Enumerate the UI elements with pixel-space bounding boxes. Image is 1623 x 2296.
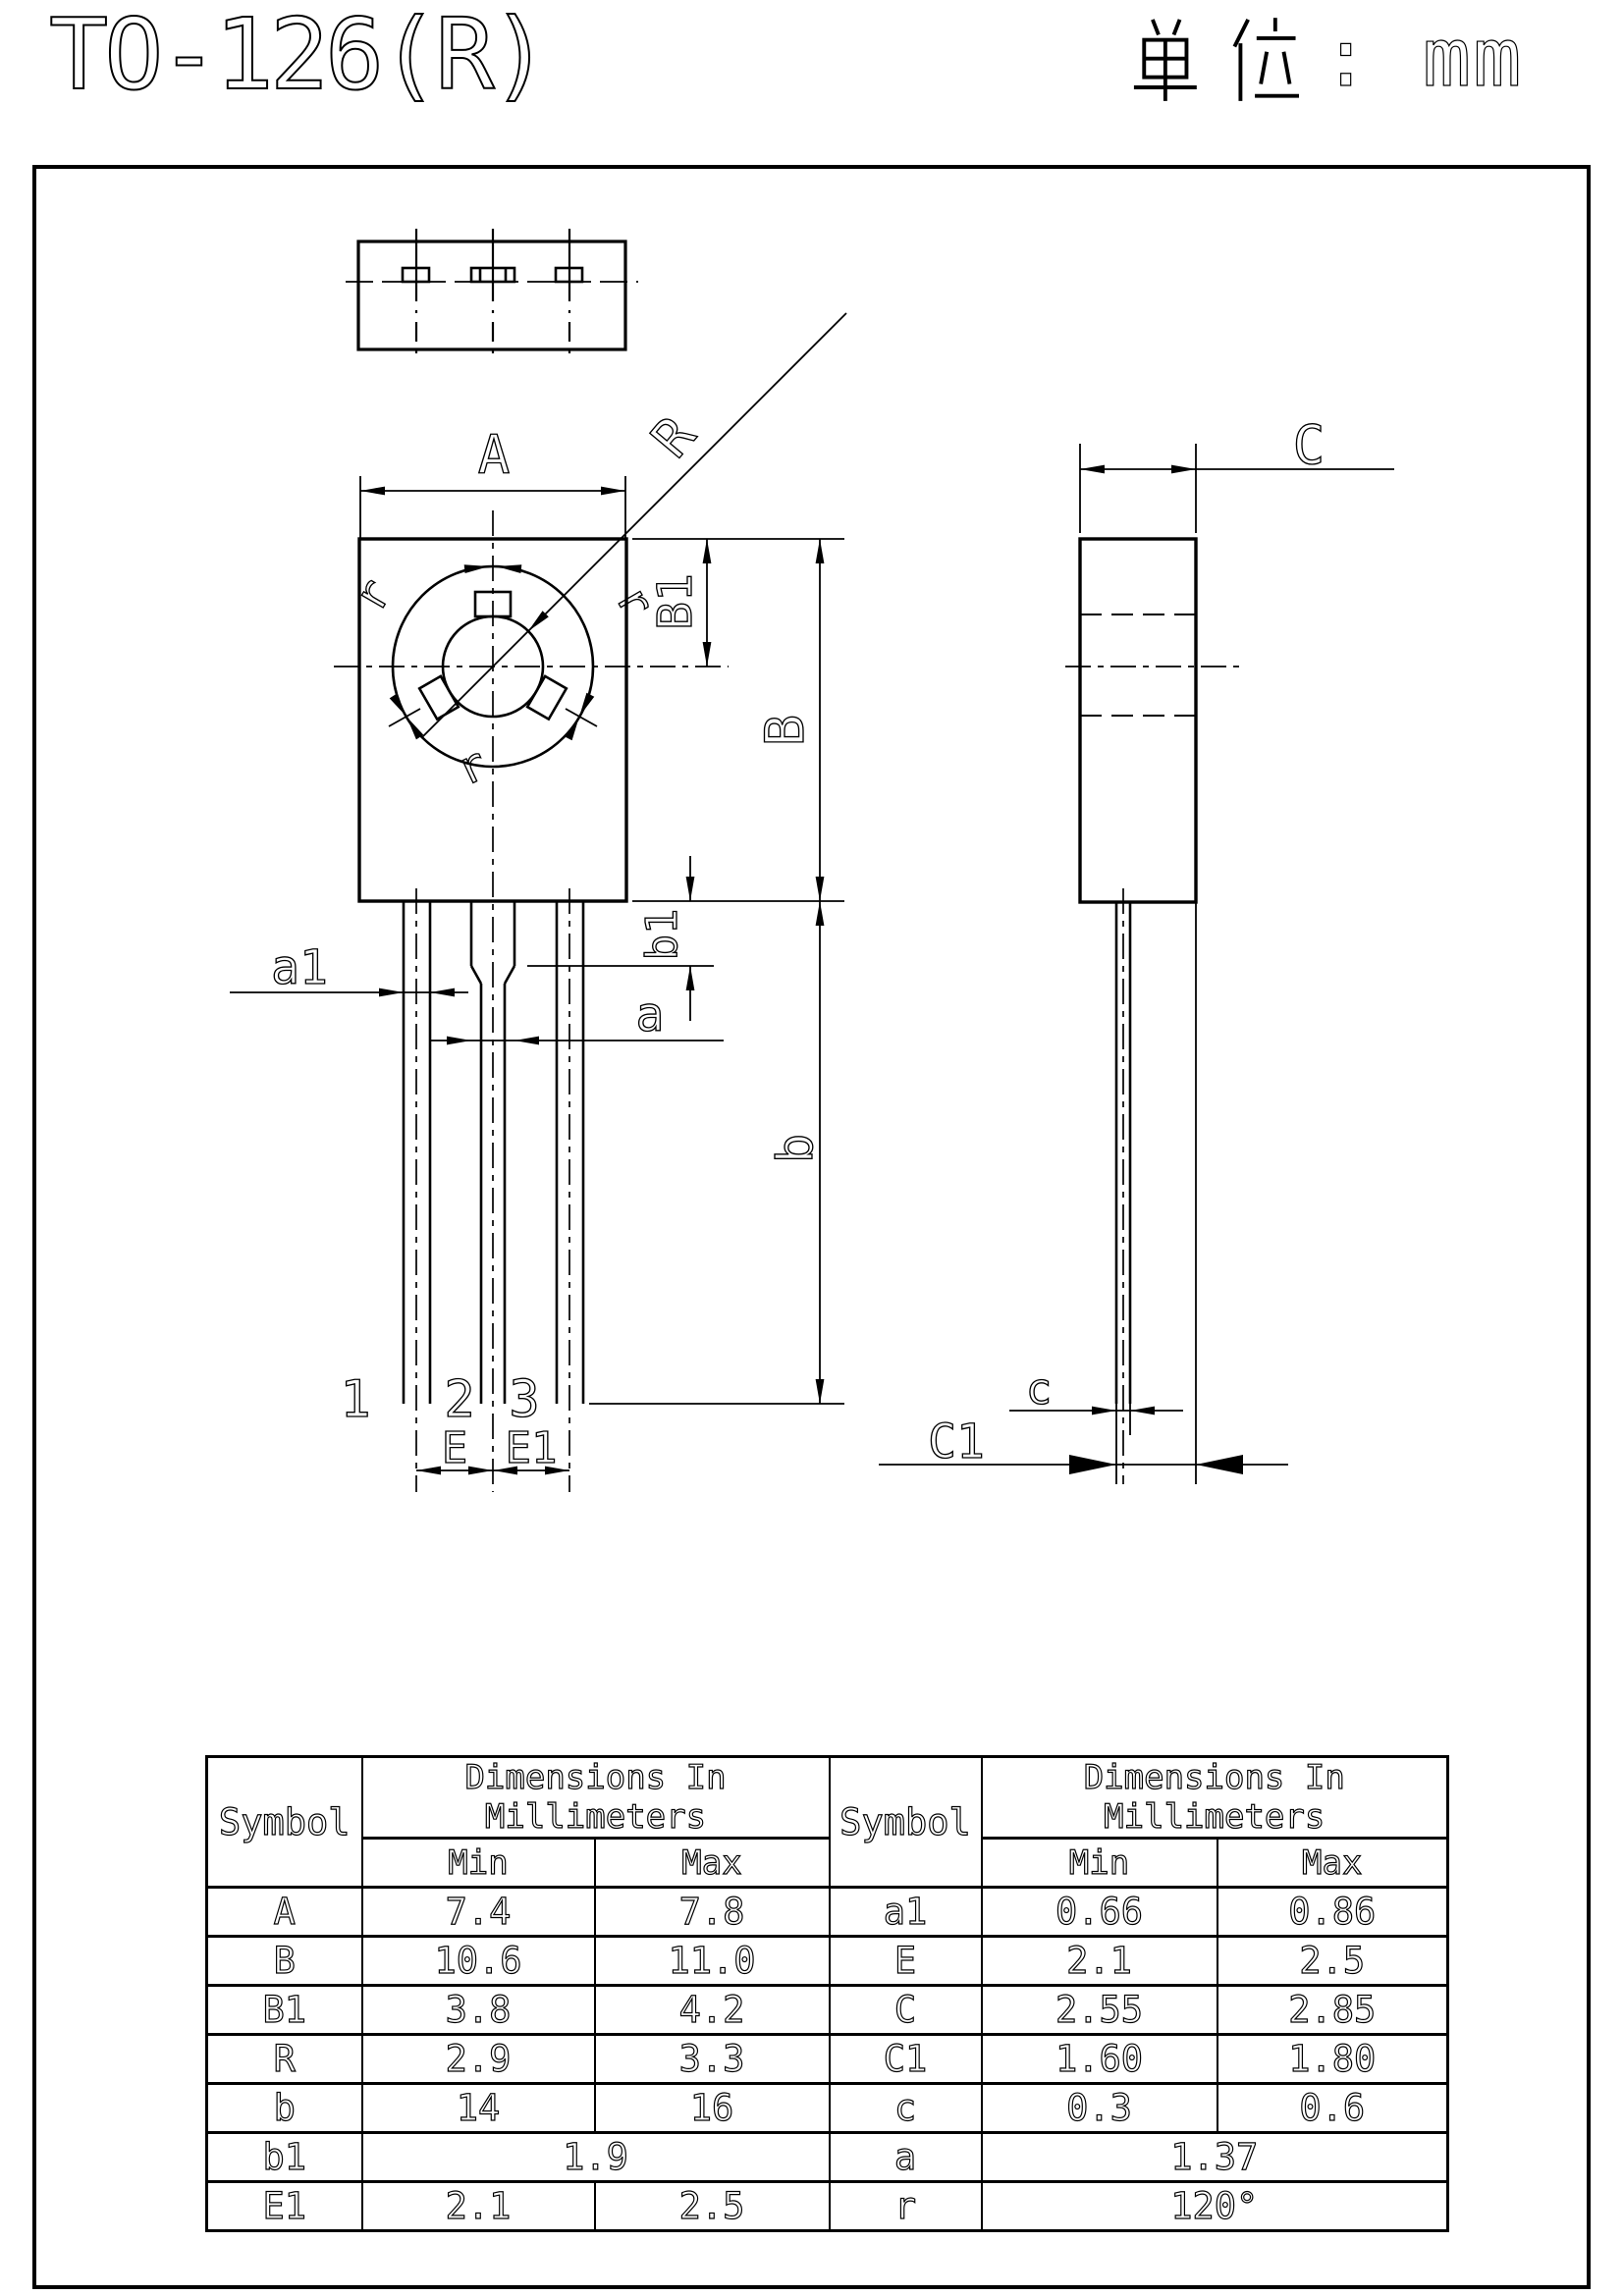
- col-header-symbol-right: Symbol: [830, 1757, 982, 1888]
- min-cell: 2.1: [982, 1937, 1217, 1986]
- angle-r-label-left: r: [342, 569, 403, 620]
- dimensions-table: [205, 1755, 1449, 2232]
- max-cell: 3.3: [595, 2035, 830, 2084]
- col-header-max-left: Max: [595, 1839, 830, 1888]
- max-cell: 2.5: [595, 2182, 830, 2231]
- min-cell: 10.6: [362, 1937, 595, 1986]
- col-header-dims-right: Dimensions In Millimeters: [982, 1757, 1448, 1839]
- angle-r-label-right: r: [605, 575, 666, 626]
- dim-b1-label: b1: [637, 908, 687, 961]
- max-cell: 0.6: [1217, 2084, 1448, 2133]
- max-cell: 4.2: [595, 1986, 830, 2035]
- symbol-cell: b: [207, 2084, 362, 2133]
- dim-B-label: B: [754, 714, 816, 747]
- side-view: [1065, 539, 1239, 1484]
- dim-a1-label: a1: [271, 940, 328, 995]
- min-cell: 2.9: [362, 2035, 595, 2084]
- symbol-cell: R: [207, 2035, 362, 2084]
- symbol-cell: C: [830, 1986, 982, 2035]
- pin2-number: 2: [444, 1370, 475, 1429]
- dim-E1-label: E1: [505, 1423, 558, 1473]
- table-row: [207, 2084, 1448, 2133]
- dim-C1-label: C1: [928, 1415, 985, 1469]
- dim-E-label: E: [441, 1423, 468, 1473]
- min-cell: 1.60: [982, 2035, 1217, 2084]
- max-cell: 16: [595, 2084, 830, 2133]
- min-cell: 0.66: [982, 1888, 1217, 1937]
- max-cell: 0.86: [1217, 1888, 1448, 1937]
- table-row: [207, 1937, 1448, 1986]
- value-span-cell: 1.37: [982, 2133, 1448, 2182]
- value-span-cell: 120°: [982, 2182, 1448, 2231]
- unit-suffix: : mm: [1322, 12, 1524, 105]
- symbol-cell: b1: [207, 2133, 362, 2182]
- dim-R-label: R: [639, 404, 708, 469]
- symbol-cell: B: [207, 1937, 362, 1986]
- page-title: TO-126(R): [49, 0, 546, 112]
- top-view: [346, 229, 638, 361]
- symbol-cell: E1: [207, 2182, 362, 2231]
- col-header-max-right: Max: [1217, 1839, 1448, 1888]
- col-header-dims-left: Dimensions In Millimeters: [362, 1757, 830, 1839]
- max-cell: 11.0: [595, 1937, 830, 1986]
- symbol-cell: c: [830, 2084, 982, 2133]
- table-row: [207, 1888, 1448, 1937]
- symbol-cell: a1: [830, 1888, 982, 1937]
- table-row: [207, 1986, 1448, 2035]
- max-cell: 7.8: [595, 1888, 830, 1937]
- min-cell: 2.55: [982, 1986, 1217, 2035]
- min-cell: 14: [362, 2084, 595, 2133]
- table-row: [207, 2035, 1448, 2084]
- max-cell: 2.5: [1217, 1937, 1448, 1986]
- pin1-number: 1: [340, 1370, 371, 1429]
- value-span-cell: 1.9: [362, 2133, 830, 2182]
- col-header-symbol-left: Symbol: [207, 1757, 362, 1888]
- symbol-cell: B1: [207, 1986, 362, 2035]
- col-header-min-left: Min: [362, 1839, 595, 1888]
- min-cell: 0.3: [982, 2084, 1217, 2133]
- table-row: [207, 2182, 1448, 2231]
- min-cell: 3.8: [362, 1986, 595, 2035]
- dim-b-label: b: [767, 1133, 824, 1164]
- symbol-cell: C1: [830, 2035, 982, 2084]
- dim-C-label: C: [1292, 414, 1325, 476]
- symbol-cell: a: [830, 2133, 982, 2182]
- col-header-min-right: Min: [982, 1839, 1217, 1888]
- pin3-number: 3: [509, 1370, 540, 1429]
- front-view: [334, 510, 729, 1492]
- dim-a-label: a: [635, 988, 665, 1042]
- min-cell: 7.4: [362, 1888, 595, 1937]
- symbol-cell: r: [830, 2182, 982, 2231]
- table-row: [207, 2133, 1448, 2182]
- max-cell: 1.80: [1217, 2035, 1448, 2084]
- min-cell: 2.1: [362, 2182, 595, 2231]
- max-cell: 2.85: [1217, 1986, 1448, 2035]
- dim-A-label: A: [477, 424, 511, 486]
- angle-r-label-bottom: r: [448, 736, 496, 796]
- symbol-cell: E: [830, 1937, 982, 1986]
- symbol-cell: A: [207, 1888, 362, 1937]
- dim-c-label: c: [1025, 1364, 1053, 1415]
- dim-B1-label: B1: [648, 573, 703, 630]
